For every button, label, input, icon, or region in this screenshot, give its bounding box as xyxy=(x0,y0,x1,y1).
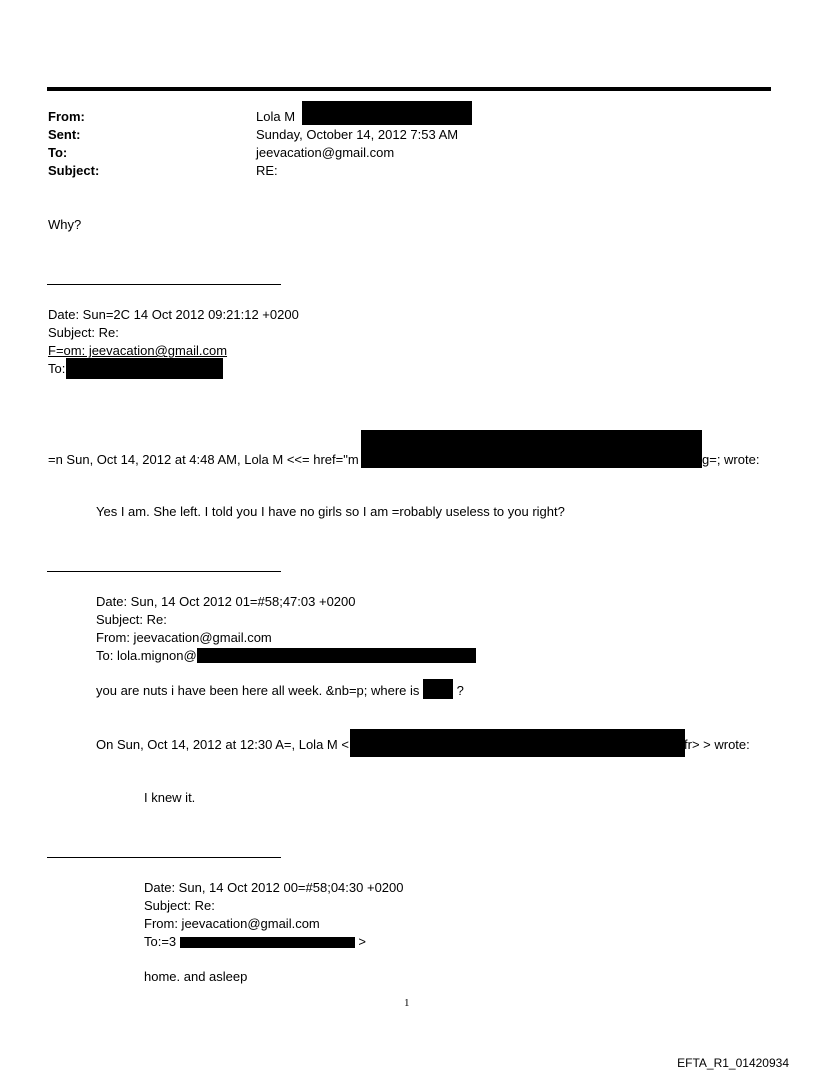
redaction-block xyxy=(180,937,355,948)
quote2-from: From: jeevacation@gmail.com xyxy=(96,630,272,645)
subject-label: Subject: xyxy=(48,163,100,178)
sent-label: Sent: xyxy=(48,127,81,142)
quote1-to: To: xyxy=(48,361,66,376)
from-label: From: xyxy=(48,109,85,124)
redaction-block xyxy=(302,101,472,125)
from-value xyxy=(256,109,472,125)
quote3-message: home. and asleep xyxy=(144,969,248,984)
quote2-wrote-prefix: On Sun, Oct 14, 2012 at 12:30 A=, Lola M < xyxy=(96,737,349,752)
bates-number: EFTA_R1_01420934 xyxy=(677,1056,789,1070)
reply-text: Why? xyxy=(48,217,82,232)
redaction-block xyxy=(350,729,685,757)
quote2-message2: I knew it. xyxy=(144,790,196,805)
to-value: jeevacation@gmail.com xyxy=(256,145,395,160)
redaction-block xyxy=(423,679,453,699)
quote1-message: Yes I am. She left. I told you I have no girls so I am =robably useless to you right? xyxy=(96,504,565,519)
quote2-to: To: lola.mignon@ xyxy=(96,648,197,663)
quote3-date: Date: Sun, 14 Oct 2012 00=#58;04:30 +0200 xyxy=(144,880,404,895)
separator-rule xyxy=(47,571,281,572)
redaction-block xyxy=(361,430,702,468)
quote3-to xyxy=(144,934,366,950)
to-label: To: xyxy=(48,145,68,160)
quote2-message xyxy=(96,683,464,699)
page-number: 1 xyxy=(404,997,410,1009)
header-rule xyxy=(47,87,771,91)
separator-rule xyxy=(47,857,281,858)
quote1-wrote-prefix: =n Sun, Oct 14, 2012 at 4:48 AM, Lola M <<= href="m xyxy=(48,452,359,467)
sent-value: Sunday, October 14, 2012 7:53 AM xyxy=(256,127,459,142)
quote2-wrote-suffix: fr> > wrote: xyxy=(684,737,750,752)
redaction-block xyxy=(197,648,476,663)
quote1-from xyxy=(48,343,227,359)
quote2-message-prefix: you are nuts i have been here all week. &nb=p; where is xyxy=(96,683,424,698)
separator-rule xyxy=(47,284,281,285)
quote2-message-suffix: ? xyxy=(456,683,464,698)
quote2-subject: Subject: Re: xyxy=(96,612,167,627)
quote1-from-text: F=om: jeevacation@gmail.com xyxy=(48,343,228,358)
quote3-to-prefix: To:=3 xyxy=(144,934,177,949)
quote1-wrote-suffix: g=; wrote: xyxy=(702,452,760,467)
subject-value: RE: xyxy=(256,163,278,178)
quote1-date: Date: Sun=2C 14 Oct 2012 09:21:12 +0200 xyxy=(48,307,299,322)
quote2-date: Date: Sun, 14 Oct 2012 01=#58;47:03 +0200 xyxy=(96,594,356,609)
quote3-to-suffix: > xyxy=(358,934,367,949)
from-name: Lola M xyxy=(256,109,296,124)
quote1-subject: Subject: Re: xyxy=(48,325,119,340)
quote3-subject: Subject: Re: xyxy=(144,898,215,913)
redaction-block xyxy=(66,358,223,379)
quote3-from: From: jeevacation@gmail.com xyxy=(144,916,320,931)
